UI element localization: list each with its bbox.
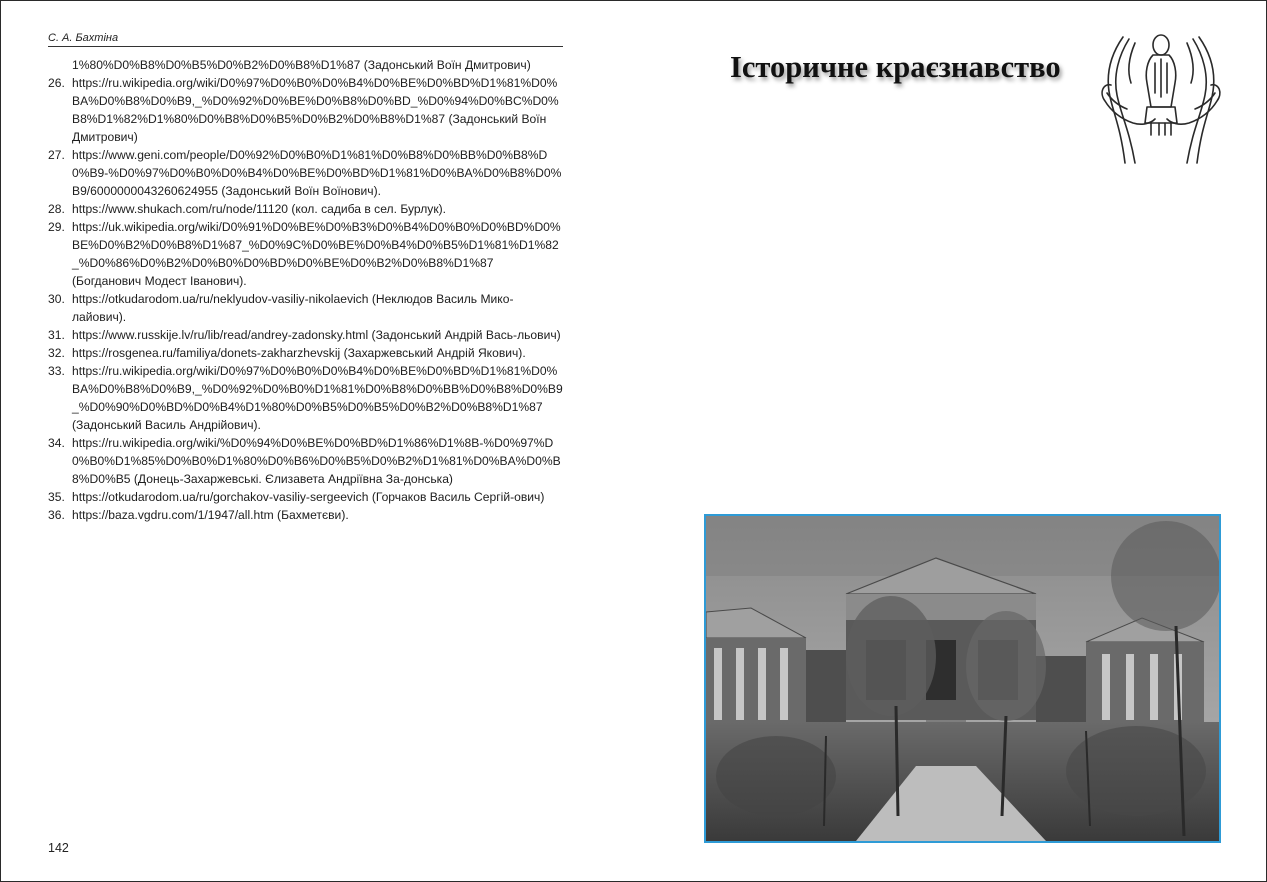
reference-url: https://uk.wikipedia.org/wiki/D0%91%D0%BE%D0%B3%D0%B4%D0%B0%D0%BD%D0%BE%D0%B2%D0%B8%D1%87_%D0%9C%D0%BE%D0%B4%D0%B5%D1%81%D1%82_%D0%86%D0%B2%D0%B0%D0%BD%D0%BE%D0%B2%D0%B8%D1%87	[72, 220, 561, 270]
reference-note: (кол. садиба в сел. Бурлук).	[288, 202, 446, 216]
reference-url: https://otkudarodom.ua/ru/gorchakov-vasiliy-sergeevich	[72, 490, 369, 504]
reference-item	[48, 74, 563, 146]
reference-item	[48, 344, 563, 362]
reference-item	[48, 290, 563, 326]
running-head: С. А. Бахтіна	[48, 32, 563, 47]
reference-url: https://www.shukach.com/ru/node/11120	[72, 202, 289, 216]
reference-number: 30.	[48, 292, 65, 306]
reference-note: (Неклюдов Василь Мико-лайович).	[72, 292, 514, 324]
reference-url: https://ru.wikipedia.org/wiki/%D0%94%D0%BE%D0%BD%D1%86%D1%8B-%D0%97%D0%B0%D1%85%D0%B0%D1%80%D0%B6%D0%B5%D0%B2%D1%81%D0%BA%D0%B8%D0%B5	[72, 436, 561, 486]
section-title: Історичне краєзнавство	[730, 50, 1061, 84]
reference-number: 27.	[48, 148, 65, 162]
reference-note: (Задонський Воїн Дмитрович)	[360, 58, 531, 72]
hands-protecting-figure-icon	[1099, 23, 1223, 165]
reference-note: (Задонський Воїн Воїнович).	[217, 184, 381, 198]
reference-item	[48, 362, 563, 434]
page-number: 142	[48, 841, 69, 855]
reference-url: https://rosgenea.ru/familiya/donets-zakharzhevskij	[72, 346, 341, 360]
reference-item	[48, 218, 563, 290]
right-page	[633, 1, 1266, 881]
reference-item	[48, 506, 563, 524]
reference-item	[48, 326, 563, 344]
reference-number: 29.	[48, 220, 65, 234]
reference-url: 1%80%D0%B8%D0%B5%D0%B2%D0%B8%D1%87	[72, 58, 361, 72]
reference-note: (Донець-Захаржевські. Єлизавета Андріївна За-донська)	[130, 472, 453, 486]
reference-item	[48, 56, 563, 74]
reference-note: (Захаржевський Андрій Якович).	[340, 346, 526, 360]
reference-list	[48, 56, 563, 524]
reference-number: 36.	[48, 508, 65, 522]
reference-number: 33.	[48, 364, 65, 378]
reference-number: 26.	[48, 76, 65, 90]
manor-photo	[704, 514, 1221, 843]
reference-note: (Задонський Василь Андрійович).	[72, 418, 261, 432]
reference-url: https://baza.vgdru.com/1/1947/all.htm	[72, 508, 274, 522]
reference-item	[48, 488, 563, 506]
reference-note: (Богданович Модест Іванович).	[72, 274, 247, 288]
reference-url: https://otkudarodom.ua/ru/neklyudov-vasiliy-nikolaevich	[72, 292, 369, 306]
left-page	[1, 1, 633, 881]
reference-number: 32.	[48, 346, 65, 360]
reference-note: (Задонський Андрій Вась-льович)	[368, 328, 561, 342]
reference-number: 34.	[48, 436, 65, 450]
reference-item	[48, 146, 563, 200]
reference-note: (Горчаков Василь Сергій-ович)	[368, 490, 545, 504]
reference-number: 31.	[48, 328, 65, 342]
reference-item	[48, 200, 563, 218]
reference-number: 28.	[48, 202, 65, 216]
reference-note: (Задонський Воїн Дмитрович)	[72, 112, 547, 144]
reference-number: 35.	[48, 490, 65, 504]
reference-url: https://www.geni.com/people/D0%92%D0%B0%D1%81%D0%B8%D0%BB%D0%B8%D0%B9-%D0%97%D0%B0%D0%B4%D0%BE%D0%BD%D1%81%D0%BA%D0%B8%D0%B9/6000000043260624955	[72, 148, 562, 198]
reference-url: https://ru.wikipedia.org/wiki/D0%97%D0%B0%D0%B4%D0%BE%D0%BD%D1%81%D0%BA%D0%B8%D0%B9,_%D0%92%D0%B0%D1%81%D0%B8%D0%BB%D0%B8%D0%B9_%D0%90%D0%BD%D0%B4%D1%80%D0%B5%D0%B5%D0%B2%D0%B8%D1%87	[72, 364, 563, 414]
reference-url: https://www.russkije.lv/ru/lib/read/andrey-zadonsky.html	[72, 328, 369, 342]
reference-url: https://ru.wikipedia.org/wiki/D0%97%D0%B0%D0%B4%D0%BE%D0%BD%D1%81%D0%BA%D0%B8%D0%B9,_%D0%92%D0%BE%D0%B8%D0%BD_%D0%94%D0%BC%D0%B8%D1%82%D1%80%D0%B8%D0%B5%D0%B2%D0%B8%D1%87	[72, 76, 559, 126]
reference-note: (Бахметєви).	[273, 508, 349, 522]
reference-item	[48, 434, 563, 488]
